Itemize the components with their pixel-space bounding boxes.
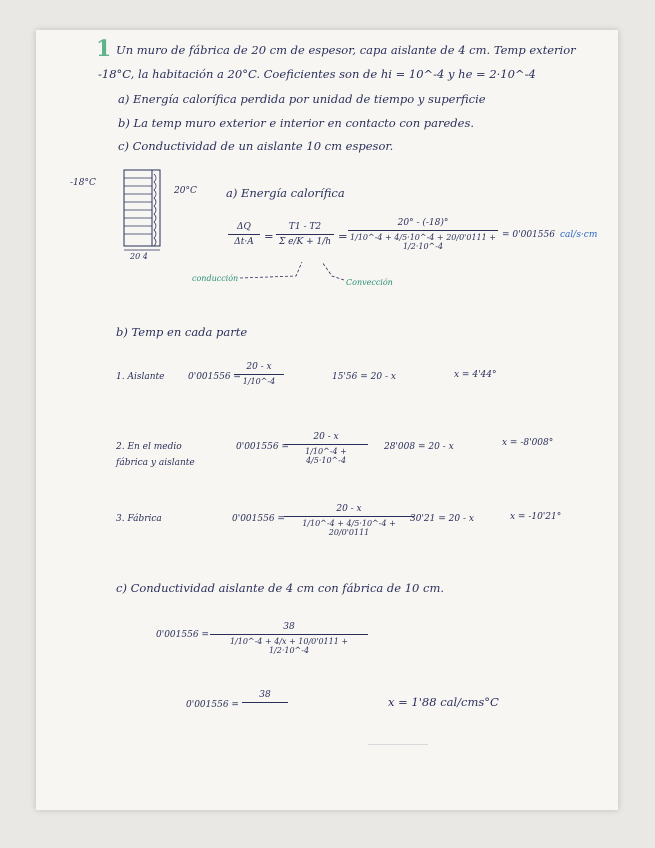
bleed-through-mark [368, 730, 428, 745]
part-b-r2-mid: 28'008 = 20 - x [384, 442, 454, 452]
notebook-page: 1 Un muro de fábrica de 20 cm de espesor, capa aislante de 4 cm. Temp exterior -18°C, la habitación a 20°C. Coeficientes son de hi = 10^-4 y he = 2·10^-4 a) Energía calorífica perdida por unidad de tiempo y superficie b) La temp muro exterior e interior en contacto con paredes. c) Conductividad de un aislante 10 cm espesor. -18°C 20 4 20°C a) Energía calorífica ΔQ Δt·A = T1 - T2 Σ e/K + 1/h = 20° - (-18)° 1/10^-4 + 4/5·10^-4 + 20/0'0111 + 1/2·10^-4 = 0'001556 cal/s·cm conducción Convección b) Temp en cada parte 1. Aislante 0'001556 = 20 - x 1/10^-4 15'56 = 20 - x x = 4'44° 2. En el medio fábrica y aislante 0'001556 = 20 - x 1/10^-4 + 4/5·10^-4 28'008 = 20 - x x = -8'008° 3. Fábrica 0'001556 = 20 - x 1/10^-4 + 4/5·10^-4 + 20/0'0111 30'21 = 20 - x x = -10'21° c) Conductividad aislante de 4 cm con fábrica de 10 cm. 0'001556 = 38 1/10^-4 + 4/x + 10/0'0111 + 1/2·10^-4 0'001556 = 38 x = 1'88 cal/cms°C [36, 30, 618, 810]
part-b-r2-frac: 20 - x 1/10^-4 + 4/5·10^-4 [284, 432, 368, 465]
part-c-eq2-frac: 38 [242, 690, 288, 714]
part-b-r3-label: 3. Fábrica [116, 514, 162, 524]
part-c-eq2-lhs: 0'001556 = [186, 700, 239, 710]
part-c-title: c) Conductividad aislante de 4 cm con fábrica de 10 cm. [116, 581, 445, 595]
part-b-r2-label-1: 2. En el medio [116, 442, 182, 452]
part-c-result: x = 1'88 cal/cms°C [388, 695, 499, 709]
part-b-r2-lhs: 0'001556 = [236, 442, 289, 452]
question-c: c) Conductividad de un aislante 10 cm espesor. [118, 139, 394, 153]
question-a: a) Energía calorífica perdida por unidad de tiempo y superficie [118, 92, 486, 106]
label-convection: Convección [346, 278, 393, 287]
part-b-r3-result: x = -10'21° [510, 512, 562, 522]
diagram-right-temp: 20°C [174, 186, 197, 196]
part-a-unit: cal/s·cm [560, 230, 598, 240]
part-b-r3-frac: 20 - x 1/10^-4 + 4/5·10^-4 + 20/0'0111 [284, 504, 414, 537]
diagram-left-temp: -18°C [70, 178, 96, 188]
part-b-r1-lhs: 0'001556 = [188, 372, 241, 382]
diagram-dims: 20 4 [130, 252, 148, 261]
statement-line-1: Un muro de fábrica de 20 cm de espesor, capa aislante de 4 cm. Temp exterior [116, 43, 576, 57]
part-a-mid: T1 - T2 Σ e/K + 1/h [276, 222, 334, 247]
part-b-r1-label: 1. Aislante [116, 372, 165, 382]
part-a-lhs: ΔQ Δt·A [228, 222, 260, 247]
problem-number: 1 [96, 36, 112, 62]
label-conduction: conducción [192, 274, 239, 283]
statement-line-2: -18°C, la habitación a 20°C. Coeficientes son de hi = 10^-4 y he = 2·10^-4 [98, 67, 536, 81]
part-b-r2-result: x = -8'008° [502, 438, 554, 448]
part-a-rhs-den: 1/10^-4 + 4/5·10^-4 + 20/0'0111 + 1/2·10^-4 [350, 233, 496, 251]
part-a-rhs: 20° - (-18)° 1/10^-4 + 4/5·10^-4 + 20/0'0111 + 1/2·10^-4 [348, 218, 498, 251]
part-a-title: a) Energía calorífica [226, 186, 345, 200]
part-b-r1-frac: 20 - x 1/10^-4 [234, 362, 284, 386]
part-b-r1-mid: 15'56 = 20 - x [332, 372, 396, 382]
part-c-eq1-lhs: 0'001556 = [156, 630, 209, 640]
part-b-r1-result: x = 4'44° [454, 370, 497, 380]
part-c-eq1-frac: 38 1/10^-4 + 4/x + 10/0'0111 + 1/2·10^-4 [210, 622, 368, 655]
wall-diagram [116, 166, 176, 256]
annotation-arrows [236, 256, 356, 286]
part-b-r2-label-2: fábrica y aislante [116, 458, 195, 468]
part-b-r3-mid: 30'21 = 20 - x [410, 514, 474, 524]
question-b: b) La temp muro exterior e interior en contacto con paredes. [118, 116, 475, 130]
part-a-result: = 0'001556 [502, 230, 555, 240]
part-b-r3-lhs: 0'001556 = [232, 514, 285, 524]
part-b-title: b) Temp en cada parte [116, 325, 248, 339]
